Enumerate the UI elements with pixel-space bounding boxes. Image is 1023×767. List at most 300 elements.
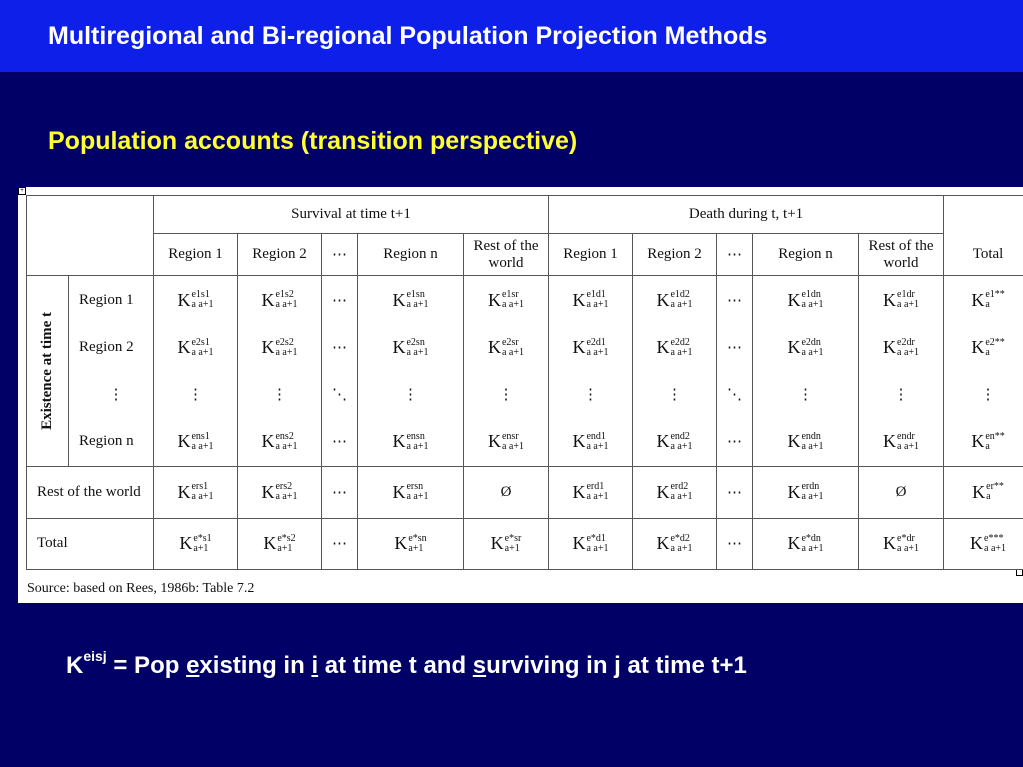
- symbol-subscript: a: [985, 299, 990, 311]
- symbol-subscript: a a+1: [897, 299, 920, 311]
- data-cell: [358, 324, 464, 371]
- data-cell: [358, 276, 464, 324]
- symbol-subscript: a+1: [277, 542, 293, 554]
- account-symbol: [177, 337, 213, 358]
- symbol-base: K: [177, 337, 191, 358]
- data-cell: [154, 324, 238, 371]
- data-cell: [154, 417, 238, 466]
- symbol-base: K: [656, 431, 670, 452]
- account-symbol: [883, 290, 919, 311]
- account-symbol: [177, 290, 213, 311]
- death-group-header: Death during t, t+1: [549, 196, 944, 234]
- account-symbol: [491, 533, 522, 554]
- cell-text: ⋮: [893, 386, 909, 403]
- data-cell: [859, 371, 944, 417]
- column-header: Total: [944, 234, 1023, 276]
- data-cell: [154, 467, 238, 518]
- cell-text: ⋮: [980, 386, 996, 403]
- definition-underlined-letter: s: [472, 652, 487, 679]
- account-symbol: [488, 337, 524, 358]
- symbol-subscript: a a+1: [984, 542, 1007, 554]
- symbol-subscript: a a+1: [501, 440, 525, 452]
- symbol-subscript: a a+1: [406, 491, 429, 503]
- column-header: Region 2: [238, 234, 322, 276]
- table-source-note: Source: based on Rees, 1986b: Table 7.2: [27, 581, 255, 596]
- symbol-superscript: erd2: [670, 481, 689, 493]
- symbol-subscript: a a+1: [586, 440, 609, 452]
- account-symbol: [656, 533, 692, 554]
- symbol-subscript: a a+1: [586, 542, 609, 554]
- table-row: [27, 276, 1023, 324]
- account-symbol: [572, 482, 608, 503]
- data-cell: [238, 371, 322, 417]
- symbol-base: K: [787, 337, 801, 358]
- symbol-superscript: ensr: [501, 430, 519, 442]
- definition-segment: at time t and: [318, 652, 473, 679]
- account-symbol: [392, 431, 428, 452]
- symbol-base: K: [263, 533, 277, 554]
- symbol-superscript: e1dr: [897, 289, 915, 301]
- symbol-base: K: [971, 431, 985, 452]
- symbol-subscript: a a+1: [801, 440, 824, 452]
- symbol-superscript: e1s2: [275, 289, 294, 301]
- symbol-base: K: [261, 289, 275, 310]
- cell-text: ⋮: [798, 386, 813, 403]
- account-symbol: [971, 290, 1004, 311]
- symbol-subscript: a: [985, 440, 990, 452]
- symbol-subscript: a a+1: [801, 542, 824, 554]
- symbol-base: K: [572, 431, 586, 452]
- data-cell: [859, 417, 944, 466]
- account-symbol: [392, 337, 428, 358]
- total-header-top: [944, 196, 1023, 234]
- symbol-subscript: a a+1: [275, 346, 298, 358]
- data-cell: [322, 276, 358, 324]
- cell-text: ⋮: [188, 386, 203, 403]
- data-cell: [154, 276, 238, 324]
- symbol-superscript: end2: [670, 430, 690, 442]
- symbol-base: K: [392, 289, 406, 310]
- cell-text: Ø: [895, 483, 907, 500]
- account-symbol: [787, 533, 823, 554]
- symbol-superscript: e1d2: [670, 289, 690, 301]
- symbol-superscript: e2dr: [897, 336, 915, 348]
- column-header: ⋯: [322, 234, 358, 276]
- column-header: Region 1: [549, 234, 633, 276]
- data-cell: [464, 324, 549, 371]
- symbol-superscript: ers1: [191, 481, 209, 493]
- row-label: Region 1: [69, 276, 154, 324]
- cell-text: ⋮: [583, 386, 598, 403]
- table-move-handle-icon[interactable]: +: [18, 187, 26, 195]
- symbol-superscript: ers2: [275, 481, 293, 493]
- symbol-superscript: ens1: [191, 430, 210, 442]
- symbol-base: K: [261, 481, 275, 502]
- symbol-superscript: e*d1: [586, 532, 606, 544]
- population-accounts-table: [26, 195, 1023, 570]
- data-cell: [464, 417, 549, 466]
- side-label-text: Existence at time t: [39, 312, 55, 431]
- account-symbol: [177, 482, 213, 503]
- symbol-base: K: [787, 431, 801, 452]
- symbol-subscript: a a+1: [670, 542, 693, 554]
- symbol-base: K: [572, 337, 586, 358]
- column-header: ⋯: [717, 234, 753, 276]
- data-cell: [549, 467, 633, 518]
- cell-text: ⋯: [727, 434, 742, 451]
- table-row: [27, 467, 1023, 518]
- cell-text: ⋱: [332, 386, 347, 403]
- data-cell: [464, 467, 549, 518]
- data-cell: [238, 324, 322, 371]
- account-symbol: [656, 290, 692, 311]
- account-symbol: [263, 533, 295, 554]
- definition-segment: urviving in: [486, 652, 615, 679]
- cell-text: ⋯: [332, 434, 347, 451]
- symbol-superscript: e2s1: [191, 336, 210, 348]
- slide-subtitle: Population accounts (transition perspective): [48, 127, 578, 155]
- symbol-base: K: [392, 337, 406, 358]
- definition-underlined-letter: j: [614, 652, 621, 679]
- cell-text: ⋯: [332, 292, 347, 309]
- cell-text: ⋯: [727, 484, 742, 501]
- data-cell: [238, 417, 322, 466]
- symbol-subscript: a+1: [408, 542, 424, 554]
- symbol-superscript: e*d2: [670, 532, 690, 544]
- account-symbol: [972, 482, 1004, 503]
- symbol-subscript: a a+1: [275, 299, 298, 311]
- symbol-base: K: [883, 431, 896, 452]
- symbol-superscript: e1s1: [191, 289, 210, 301]
- account-symbol: [883, 431, 919, 452]
- data-cell: [944, 467, 1023, 518]
- symbol-base: K: [656, 289, 670, 310]
- account-symbol: [572, 533, 608, 554]
- data-cell: [944, 324, 1023, 371]
- slide-title: Multiregional and Bi-regional Population Projection Methods: [48, 22, 768, 50]
- definition-text: [107, 652, 747, 679]
- account-symbol: [261, 290, 297, 311]
- symbol-superscript: e1sr: [501, 289, 519, 301]
- symbol-base: K: [787, 289, 801, 310]
- symbol-superscript: erd1: [586, 481, 605, 493]
- data-cell: [322, 467, 358, 518]
- data-cell: [549, 276, 633, 324]
- symbol-subscript: a a+1: [406, 346, 429, 358]
- data-cell: [549, 371, 633, 417]
- symbol-superscript: e*sn: [408, 532, 427, 544]
- symbol-subscript: a: [986, 491, 991, 503]
- data-cell: [633, 467, 717, 518]
- symbol-superscript: en**: [985, 430, 1005, 442]
- survival-group-header: Survival at time t+1: [154, 196, 549, 234]
- symbol-subscript: a: [985, 346, 990, 358]
- symbol-base: K: [392, 481, 406, 502]
- symbol-superscript: ens2: [275, 430, 294, 442]
- column-header: Rest of the world: [859, 234, 944, 276]
- account-symbol: [392, 482, 428, 503]
- symbol-superscript: e2d2: [670, 336, 690, 348]
- data-cell: [238, 518, 322, 569]
- symbol-base: K: [971, 337, 985, 358]
- account-symbol: [261, 482, 297, 503]
- data-cell: [238, 276, 322, 324]
- symbol-subscript: a+1: [504, 542, 520, 554]
- symbol-base: K: [490, 533, 504, 554]
- symbol-base: K: [656, 533, 670, 554]
- data-cell: [859, 467, 944, 518]
- data-cell: [717, 324, 753, 371]
- data-cell: [154, 518, 238, 569]
- symbol-subscript: a+1: [193, 542, 209, 554]
- cell-text: ⋮: [498, 386, 514, 403]
- data-cell: [717, 276, 753, 324]
- table-resize-handle-icon[interactable]: [1016, 569, 1023, 576]
- data-cell: [859, 276, 944, 324]
- data-cell: [753, 324, 859, 371]
- definition-underlined-letter: i: [311, 652, 319, 679]
- notation-definition: [66, 648, 747, 680]
- symbol-base: K: [261, 431, 275, 452]
- data-cell: [753, 467, 859, 518]
- cell-text: ⋯: [332, 340, 347, 357]
- column-header: Region 2: [633, 234, 717, 276]
- data-cell: [753, 417, 859, 466]
- data-cell: [238, 467, 322, 518]
- account-symbol: [787, 337, 823, 358]
- row-label: Region 2: [69, 324, 154, 371]
- data-cell: [753, 276, 859, 324]
- data-cell: [944, 371, 1023, 417]
- symbol-base: K: [179, 533, 193, 554]
- data-cell: [358, 518, 464, 569]
- symbol-superscript: e1sn: [406, 289, 425, 301]
- data-cell: [753, 371, 859, 417]
- account-symbol: [883, 533, 919, 554]
- account-symbol: [787, 290, 823, 311]
- definition-segment: at time t+1: [620, 652, 747, 679]
- symbol-subscript: a a+1: [586, 299, 609, 311]
- column-header: Region 1: [154, 234, 238, 276]
- symbol-subscript: a a+1: [670, 346, 693, 358]
- symbol-superscript: endr: [897, 430, 915, 442]
- symbol-superscript: e2sn: [406, 336, 425, 348]
- table-row: [27, 417, 1023, 466]
- symbol-superscript: e*sr: [504, 532, 522, 544]
- table-panel: [18, 187, 1023, 603]
- account-symbol: [971, 337, 1004, 358]
- account-symbol: [177, 431, 213, 452]
- symbol-subscript: a a+1: [801, 299, 824, 311]
- account-symbol: [572, 337, 608, 358]
- definition-superscript: eisj: [83, 648, 107, 664]
- data-cell: [859, 518, 944, 569]
- account-symbol: [261, 431, 297, 452]
- account-symbol: [392, 290, 428, 311]
- data-cell: [633, 324, 717, 371]
- symbol-base: K: [487, 289, 501, 310]
- data-cell: [358, 467, 464, 518]
- data-cell: [633, 417, 717, 466]
- symbol-subscript: a a+1: [501, 299, 525, 311]
- symbol-subscript: a a+1: [406, 440, 429, 452]
- symbol-base: K: [572, 481, 586, 502]
- symbol-superscript: e1d1: [586, 289, 606, 301]
- symbol-superscript: erdn: [801, 481, 820, 493]
- column-header: Region n: [358, 234, 464, 276]
- symbol-base: K: [572, 533, 586, 554]
- symbol-subscript: a a+1: [406, 299, 429, 311]
- data-cell: [549, 518, 633, 569]
- symbol-base: K: [656, 481, 670, 502]
- symbol-subscript: a a+1: [586, 491, 609, 503]
- symbol-subscript: a a+1: [275, 491, 298, 503]
- symbol-base: K: [883, 533, 896, 554]
- row-label: Total: [27, 518, 154, 569]
- symbol-base: K: [487, 337, 501, 358]
- symbol-subscript: a a+1: [897, 440, 920, 452]
- table-row: [27, 371, 1023, 417]
- symbol-base: K: [261, 337, 275, 358]
- data-cell: [717, 371, 753, 417]
- account-symbol: [488, 431, 524, 452]
- symbol-subscript: a a+1: [801, 346, 824, 358]
- account-symbol: [787, 482, 823, 503]
- cell-text: Ø: [500, 483, 512, 500]
- data-cell: [944, 276, 1023, 324]
- definition-segment: = Pop: [106, 652, 187, 679]
- symbol-subscript: a a+1: [275, 440, 298, 452]
- symbol-subscript: a a+1: [670, 299, 693, 311]
- symbol-base: K: [787, 481, 801, 502]
- symbol-base: K: [394, 533, 408, 554]
- symbol-superscript: e1**: [985, 289, 1005, 301]
- data-cell: [633, 276, 717, 324]
- symbol-superscript: e2d1: [586, 336, 606, 348]
- symbol-superscript: e***: [984, 532, 1004, 544]
- symbol-base: K: [971, 289, 985, 310]
- data-cell: [322, 417, 358, 466]
- data-cell: [717, 417, 753, 466]
- symbol-subscript: a a+1: [191, 491, 214, 503]
- symbol-superscript: ersn: [406, 481, 424, 493]
- data-cell: [633, 371, 717, 417]
- data-cell: [358, 371, 464, 417]
- account-symbol: [656, 482, 692, 503]
- symbol-superscript: e1dn: [801, 289, 821, 301]
- account-symbol: [970, 533, 1006, 554]
- symbol-base: K: [972, 481, 986, 502]
- cell-text: ⋯: [727, 340, 742, 357]
- symbol-base: K: [392, 431, 406, 452]
- row-label: Rest of the world: [27, 467, 154, 518]
- symbol-base: K: [883, 337, 896, 358]
- data-cell: [154, 371, 238, 417]
- data-cell: [717, 467, 753, 518]
- symbol-base: K: [970, 533, 984, 554]
- data-cell: [549, 324, 633, 371]
- cell-text: ⋱: [727, 386, 742, 403]
- account-symbol: [787, 431, 823, 452]
- symbol-superscript: e2dn: [801, 336, 821, 348]
- symbol-subscript: a a+1: [670, 491, 693, 503]
- data-cell: [464, 276, 549, 324]
- data-cell: [549, 417, 633, 466]
- data-cell: [358, 417, 464, 466]
- corner-cell: [27, 196, 154, 276]
- symbol-subscript: a a+1: [670, 440, 693, 452]
- column-header: Region n: [753, 234, 859, 276]
- symbol-base: K: [177, 431, 191, 452]
- definition-symbol: K: [66, 652, 84, 679]
- existence-side-label: [27, 276, 69, 467]
- account-symbol: [572, 431, 608, 452]
- data-cell: [322, 371, 358, 417]
- account-symbol: [488, 290, 524, 311]
- symbol-base: K: [177, 481, 191, 502]
- symbol-superscript: ensn: [406, 430, 425, 442]
- symbol-superscript: e*s1: [193, 532, 212, 544]
- row-label: ⋮: [69, 371, 154, 417]
- account-symbol: [261, 337, 297, 358]
- cell-text: ⋯: [332, 484, 347, 501]
- definition-underlined-letter: e: [186, 652, 200, 679]
- symbol-subscript: a a+1: [897, 542, 920, 554]
- data-cell: [717, 518, 753, 569]
- account-symbol: [883, 337, 919, 358]
- definition-segment: xisting in: [199, 652, 312, 679]
- symbol-base: K: [177, 289, 191, 310]
- symbol-subscript: a a+1: [501, 346, 525, 358]
- symbol-superscript: e2s2: [275, 336, 294, 348]
- symbol-superscript: e2sr: [501, 336, 519, 348]
- data-cell: [944, 417, 1023, 466]
- data-cell: [753, 518, 859, 569]
- cell-text: ⋮: [272, 386, 287, 403]
- table-row: [27, 324, 1023, 371]
- symbol-superscript: e*s2: [277, 532, 296, 544]
- data-cell: [464, 518, 549, 569]
- symbol-subscript: a a+1: [191, 346, 214, 358]
- symbol-base: K: [572, 289, 586, 310]
- cell-text: ⋯: [727, 536, 742, 553]
- data-cell: [944, 518, 1023, 569]
- symbol-base: K: [883, 289, 896, 310]
- symbol-subscript: a a+1: [586, 346, 609, 358]
- account-symbol: [971, 431, 1004, 452]
- symbol-superscript: end1: [586, 430, 606, 442]
- data-cell: [322, 518, 358, 569]
- table-row: [27, 518, 1023, 569]
- symbol-superscript: e2**: [985, 336, 1005, 348]
- symbol-superscript: endn: [801, 430, 821, 442]
- account-symbol: [572, 290, 608, 311]
- data-cell: [464, 371, 549, 417]
- data-cell: [322, 324, 358, 371]
- cell-text: ⋯: [332, 536, 347, 553]
- symbol-subscript: a a+1: [801, 491, 824, 503]
- symbol-subscript: a a+1: [191, 299, 214, 311]
- cell-text: ⋮: [667, 386, 682, 403]
- data-cell: [859, 324, 944, 371]
- cell-text: ⋯: [727, 292, 742, 309]
- symbol-base: K: [656, 337, 670, 358]
- symbol-superscript: e*dr: [897, 532, 915, 544]
- symbol-base: K: [787, 533, 801, 554]
- account-symbol: [179, 533, 211, 554]
- symbol-superscript: e*dn: [801, 532, 821, 544]
- symbol-base: K: [487, 431, 501, 452]
